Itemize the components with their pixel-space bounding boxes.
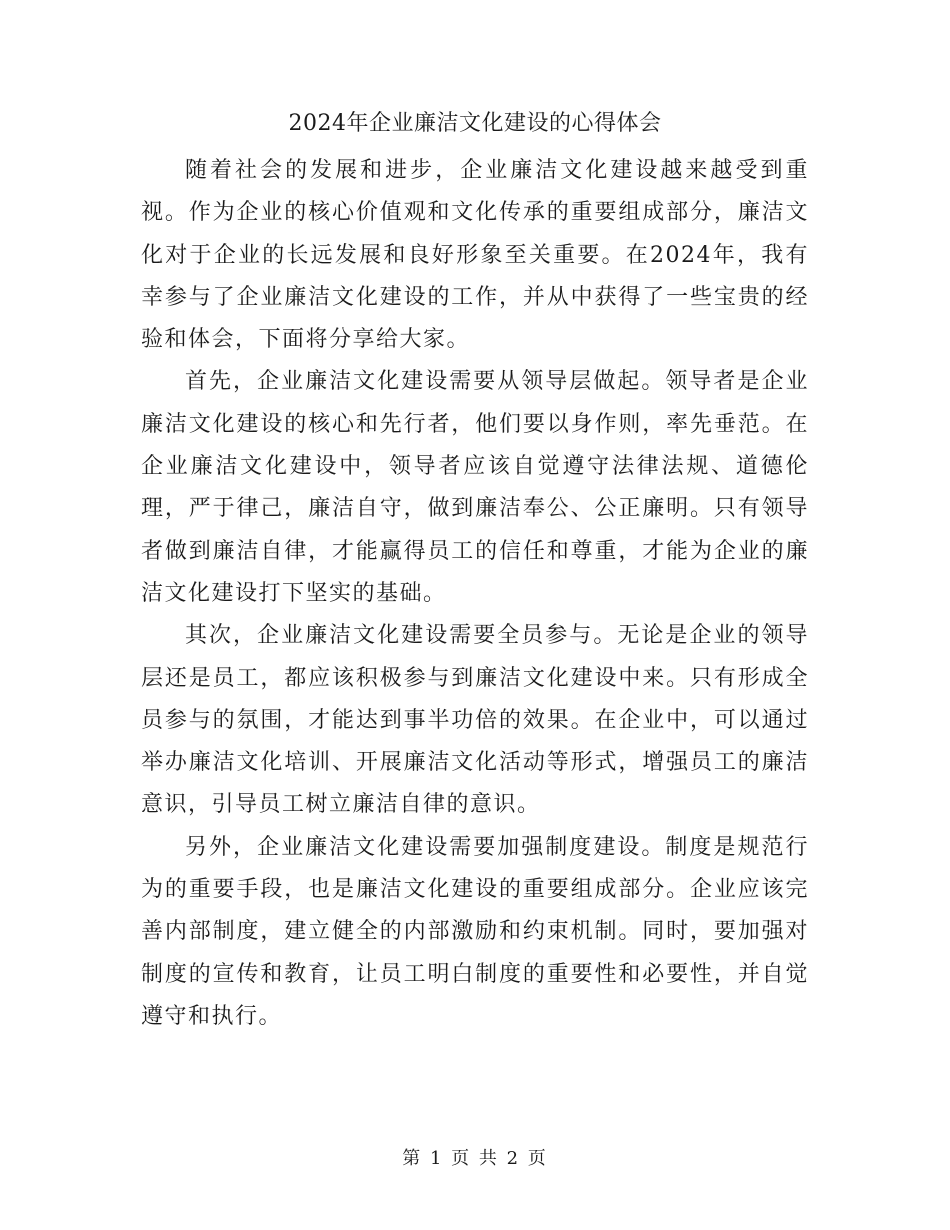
paragraph-2: 首先，企业廉洁文化建设需要从领导层做起。领导者是企业廉洁文化建设的核心和先行者，他们要以身作则，率先垂范。在企业廉洁文化建设中，领导者应该自觉遵守法律法规、道德伦理，严于律己，廉洁自守，做到廉洁奉公、公正廉明。只有领导者做到廉洁自律，才能赢得员工的信任和尊重，才能为企业的廉洁文化建设打下坚实的基础。 bbox=[141, 369, 809, 606]
document-body bbox=[141, 150, 809, 1038]
paragraph-4: 另外，企业廉洁文化建设需要加强制度建设。制度是规范行为的重要手段，也是廉洁文化建设的重要组成部分。企业应该完善内部制度，建立健全的内部激励和约束机制。同时，要加强对制度的宣传和教育，让员工明白制度的重要性和必要性，并自觉遵守和执行。 bbox=[141, 834, 809, 1029]
paragraph-1: 随着社会的发展和进步，企业廉洁文化建设越来越受到重视。作为企业的核心价值观和文化传承的重要组成部分，廉洁文化对于企业的长远发展和良好形象至关重要。在2024年，我有幸参与了企业廉洁文化建设的工作，并从中获得了一些宝贵的经验和体会，下面将分享给大家。 bbox=[141, 158, 809, 353]
document-title: 2024年企业廉洁文化建设的心得体会 bbox=[288, 111, 662, 136]
paragraph-3: 其次，企业廉洁文化建设需要全员参与。无论是企业的领导层还是员工，都应该积极参与到廉洁文化建设中来。只有形成全员参与的氛围，才能达到事半功倍的效果。在企业中，可以通过举办廉洁文化培训、开展廉洁文化活动等形式，增强员工的廉洁意识，引导员工树立廉洁自律的意识。 bbox=[141, 623, 809, 818]
page-number-footer: 第 1 页 共 2 页 bbox=[402, 1148, 548, 1169]
